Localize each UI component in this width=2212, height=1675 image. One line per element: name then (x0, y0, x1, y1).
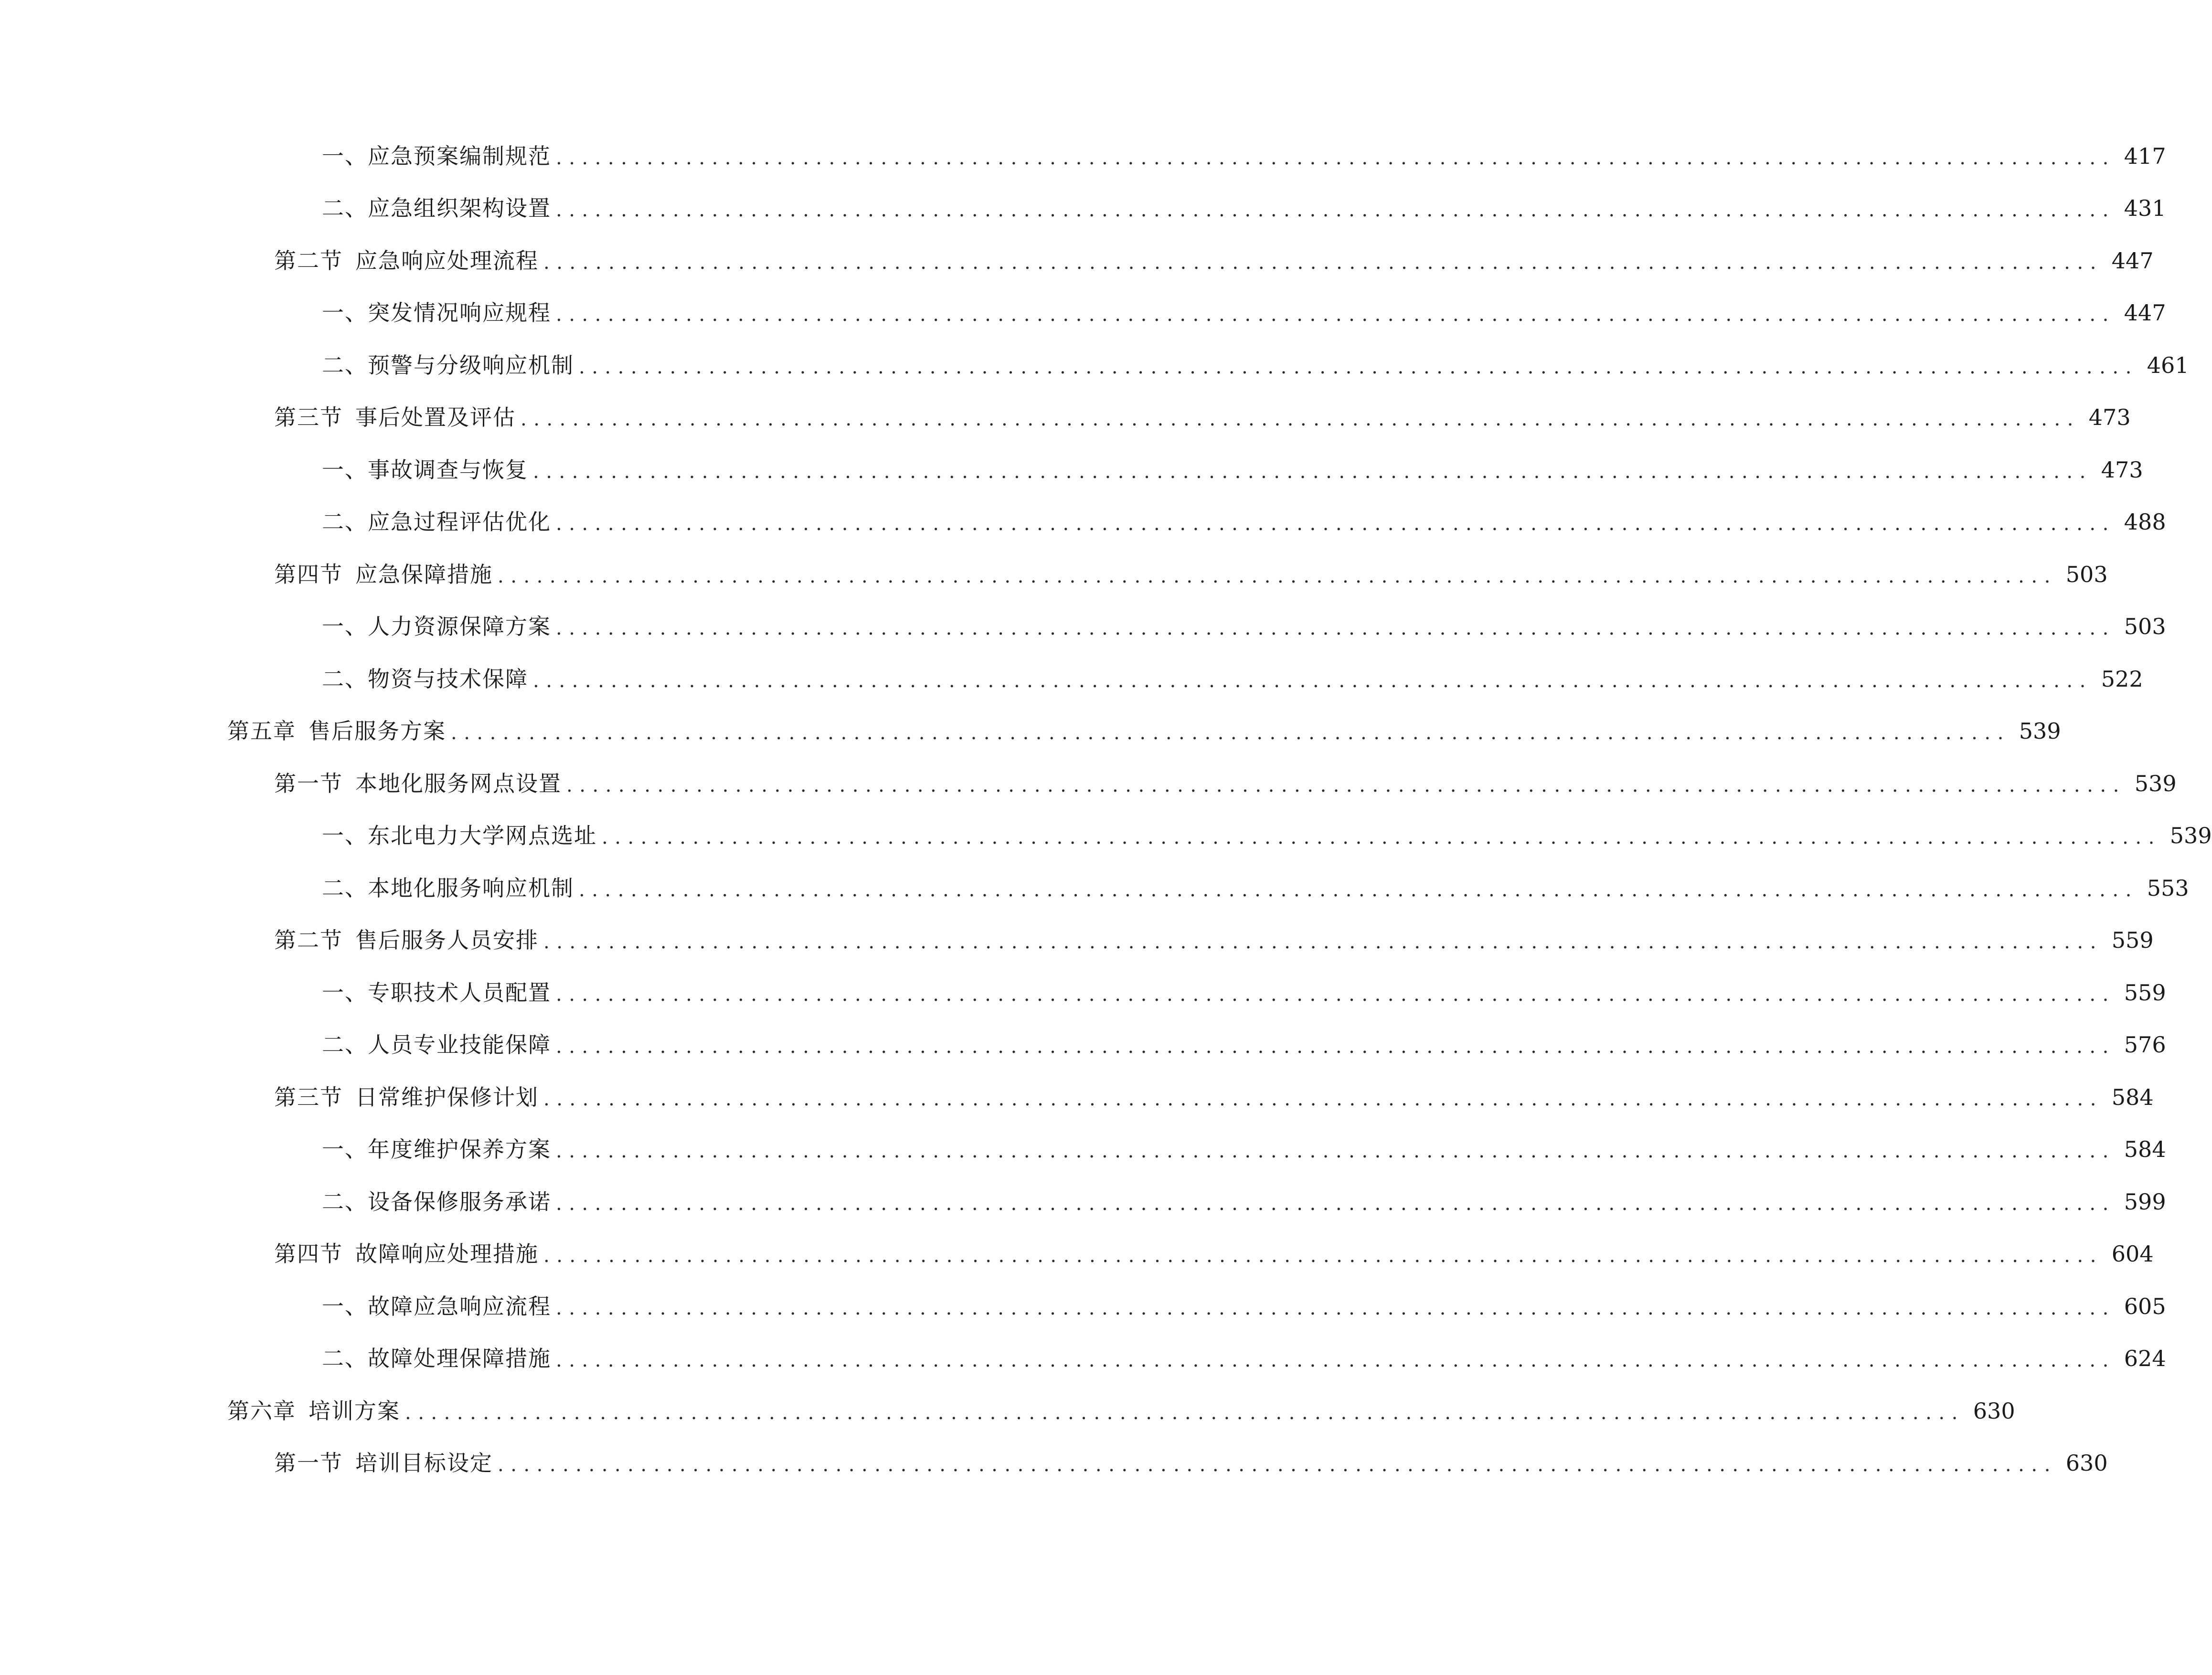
toc-entry[interactable] (0, 130, 2166, 182)
toc-entry[interactable] (0, 339, 2189, 392)
toc-entry[interactable] (0, 601, 2166, 653)
entry-title: 设备保修服务承诺 (368, 1188, 551, 1215)
dot-leader: ........................................................................................................................ (543, 1088, 2103, 1110)
entry-number: 一、 (322, 456, 368, 483)
entry-number: 一、 (322, 300, 368, 326)
dot-leader: ........................................................................................................................ (556, 513, 2116, 535)
entry-title: 应急保障措施 (355, 561, 493, 587)
dot-leader: ........................................................................................................................ (533, 460, 2093, 483)
entry-title: 突发情况响应规程 (368, 300, 551, 326)
entry-number: 第二节 (274, 927, 343, 954)
entry-title: 年度维护保养方案 (368, 1136, 551, 1163)
toc-entry[interactable] (0, 653, 2143, 705)
table-of-contents (0, 130, 2212, 1489)
entry-title: 应急预案编制规范 (368, 143, 551, 169)
dot-leader: ........................................................................................................................ (498, 1454, 2057, 1476)
entry-title: 本地化服务网点设置 (355, 770, 562, 796)
entry-title: 东北电力大学网点选址 (368, 823, 597, 849)
entry-number: 第四节 (274, 1241, 343, 1267)
entry-page-number: 584 (2111, 1084, 2154, 1110)
entry-number: 第四节 (274, 561, 343, 587)
dot-leader: ........................................................................................................................ (602, 827, 2161, 849)
entry-title: 事故调查与恢复 (368, 456, 528, 483)
entry-page-number: 417 (2124, 143, 2166, 169)
entry-title: 故障应急响应流程 (368, 1293, 551, 1319)
dot-leader: ........................................................................................................................ (556, 1349, 2116, 1372)
entry-title: 日常维护保修计划 (355, 1084, 539, 1110)
entry-title: 售后服务方案 (308, 718, 446, 744)
entry-number: 二、 (322, 195, 368, 222)
entry-title: 人员专业技能保障 (368, 1032, 551, 1058)
dot-leader: ........................................................................................................................ (556, 1192, 2116, 1215)
entry-page-number: 559 (2124, 979, 2166, 1006)
entry-number: 二、 (322, 666, 368, 692)
entry-number: 第二节 (274, 247, 343, 274)
entry-page-number: 503 (2124, 614, 2166, 640)
entry-page-number: 605 (2124, 1293, 2166, 1319)
toc-entry[interactable] (0, 966, 2166, 1019)
entry-title: 预警与分级响应机制 (368, 352, 574, 378)
toc-entry[interactable] (0, 496, 2166, 549)
entry-page-number: 503 (2065, 561, 2108, 587)
dot-leader: ........................................................................................................................ (556, 1140, 2116, 1163)
entry-number: 一、 (322, 823, 368, 849)
entry-number: 二、 (322, 509, 368, 535)
toc-entry[interactable] (0, 1176, 2166, 1228)
dot-leader: ........................................................................................................................ (521, 408, 2080, 431)
entry-number: 一、 (322, 1293, 368, 1319)
toc-entry[interactable] (0, 1385, 2015, 1437)
entry-page-number: 539 (2134, 770, 2177, 796)
entry-number: 第三节 (274, 404, 343, 431)
toc-entry[interactable] (0, 234, 2154, 287)
entry-title: 应急响应处理流程 (355, 247, 539, 274)
toc-entry[interactable] (0, 444, 2143, 496)
toc-entry[interactable] (0, 1228, 2154, 1281)
toc-entry[interactable] (0, 1437, 2108, 1490)
entry-page-number: 599 (2124, 1188, 2166, 1215)
toc-entry[interactable] (0, 862, 2189, 914)
entry-page-number: 488 (2124, 509, 2166, 535)
entry-page-number: 447 (2111, 247, 2154, 274)
dot-leader: ........................................................................................................................ (543, 1245, 2103, 1267)
dot-leader: ........................................................................................................................ (566, 774, 2126, 796)
toc-entry[interactable] (0, 548, 2108, 601)
toc-entry[interactable] (0, 914, 2154, 967)
toc-entry[interactable] (0, 182, 2166, 235)
entry-title: 培训方案 (308, 1398, 400, 1424)
toc-entry[interactable] (0, 1124, 2166, 1176)
toc-entry[interactable] (0, 810, 2212, 862)
entry-page-number: 576 (2124, 1032, 2166, 1058)
dot-leader: ........................................................................................................................ (498, 565, 2057, 587)
entry-number: 一、 (322, 143, 368, 169)
entry-page-number: 553 (2147, 875, 2189, 901)
dot-leader: ........................................................................................................................ (579, 356, 2138, 378)
toc-entry[interactable] (0, 1280, 2166, 1333)
dot-leader: ........................................................................................................................ (556, 617, 2116, 640)
entry-page-number: 431 (2124, 195, 2166, 222)
entry-number: 二、 (322, 1346, 368, 1372)
entry-number: 第五章 (227, 718, 296, 744)
entry-title: 事后处置及评估 (355, 404, 516, 431)
entry-title: 售后服务人员安排 (355, 927, 539, 954)
toc-entry[interactable] (0, 392, 2131, 444)
dot-leader: ........................................................................................................................ (533, 669, 2093, 692)
entry-page-number: 522 (2101, 666, 2143, 692)
entry-number: 第三节 (274, 1084, 343, 1110)
entry-title: 专职技术人员配置 (368, 979, 551, 1006)
entry-title: 物资与技术保障 (368, 666, 528, 692)
toc-entry[interactable] (0, 757, 2177, 810)
entry-page-number: 473 (2088, 404, 2131, 431)
entry-title: 人力资源保障方案 (368, 614, 551, 640)
entry-title: 本地化服务响应机制 (368, 875, 574, 901)
toc-entry[interactable] (0, 1333, 2166, 1385)
dot-leader: ........................................................................................................................ (556, 1036, 2116, 1058)
entry-number: 一、 (322, 614, 368, 640)
entry-title: 故障响应处理措施 (355, 1241, 539, 1267)
toc-entry[interactable] (0, 1071, 2154, 1124)
entry-page-number: 473 (2101, 456, 2143, 483)
entry-number: 二、 (322, 1188, 368, 1215)
entry-page-number: 539 (2019, 718, 2061, 744)
entry-number: 第一节 (274, 770, 343, 796)
entry-title: 应急过程评估优化 (368, 509, 551, 535)
entry-title: 培训目标设定 (355, 1450, 493, 1476)
entry-number: 一、 (322, 979, 368, 1006)
entry-page-number: 461 (2147, 352, 2189, 378)
entry-page-number: 559 (2111, 927, 2154, 954)
dot-leader: ........................................................................................................................ (451, 722, 2010, 744)
entry-number: 一、 (322, 1136, 368, 1163)
dot-leader: ........................................................................................................................ (556, 147, 2116, 169)
entry-page-number: 584 (2124, 1136, 2166, 1163)
toc-entry[interactable] (0, 705, 2061, 758)
dot-leader: ........................................................................................................................ (556, 304, 2116, 326)
dot-leader: ........................................................................................................................ (556, 1297, 2116, 1319)
entry-number: 二、 (322, 1032, 368, 1058)
entry-number: 第六章 (227, 1398, 296, 1424)
entry-page-number: 630 (1973, 1398, 2015, 1424)
dot-leader: ........................................................................................................................ (556, 199, 2116, 222)
toc-entry[interactable] (0, 1019, 2166, 1071)
entry-title: 应急组织架构设置 (368, 195, 551, 222)
dot-leader: ........................................................................................................................ (543, 251, 2103, 274)
entry-number: 二、 (322, 352, 368, 378)
dot-leader: ........................................................................................................................ (579, 879, 2138, 901)
entry-number: 二、 (322, 875, 368, 901)
dot-leader: ........................................................................................................................ (405, 1401, 1965, 1424)
entry-page-number: 539 (2169, 823, 2212, 849)
entry-page-number: 604 (2111, 1241, 2154, 1267)
dot-leader: ........................................................................................................................ (556, 983, 2116, 1006)
entry-page-number: 624 (2124, 1346, 2166, 1372)
entry-title: 故障处理保障措施 (368, 1346, 551, 1372)
entry-number: 第一节 (274, 1450, 343, 1476)
entry-page-number: 447 (2124, 300, 2166, 326)
entry-page-number: 630 (2065, 1450, 2108, 1476)
dot-leader: ........................................................................................................................ (543, 931, 2103, 954)
toc-entry[interactable] (0, 287, 2166, 339)
